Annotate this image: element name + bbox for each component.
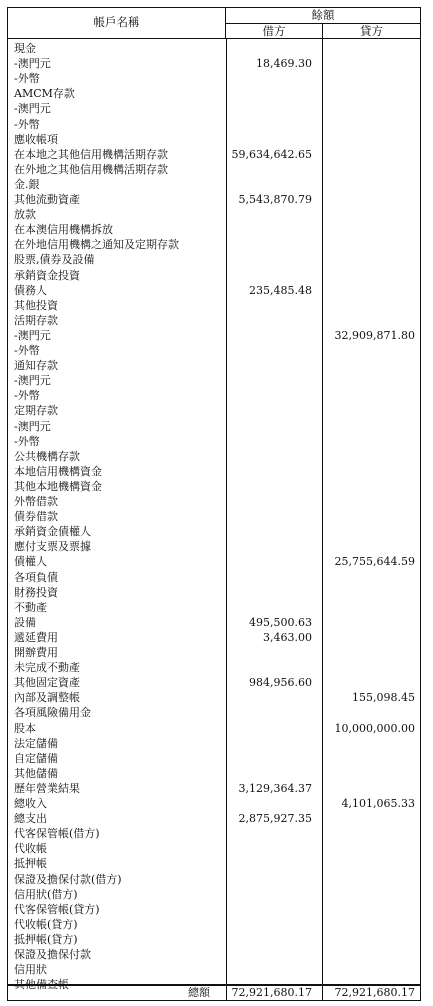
account-label: 財務投資 — [14, 585, 58, 599]
account-label: 公共機構存款 — [14, 449, 80, 463]
debit-value: 495,500.63 — [249, 615, 312, 629]
account-label: 其他備查帳 — [14, 978, 69, 992]
table-row — [8, 494, 420, 509]
table-row — [8, 705, 420, 720]
table-row — [8, 660, 420, 675]
table-row — [8, 872, 420, 887]
balance-header: 餘額 — [226, 8, 420, 24]
table-row — [8, 419, 420, 434]
account-label: 在本澳信用機構拆放 — [14, 223, 113, 237]
account-label: 股票,債券及設備 — [14, 253, 95, 267]
account-label: 保證及擔保付款(借方) — [14, 872, 122, 886]
table-row — [8, 736, 420, 751]
table-row — [8, 71, 420, 86]
table-row — [8, 328, 420, 343]
account-label: 代收帳 — [14, 842, 47, 856]
debit-value: 59,634,642.65 — [231, 147, 312, 161]
table-row — [8, 313, 420, 328]
account-label: 自定儲備 — [14, 751, 58, 765]
account-label: 定期存款 — [14, 404, 58, 418]
account-label: -澳門元 — [14, 374, 51, 388]
table-row — [8, 932, 420, 947]
account-label: -澳門元 — [14, 57, 51, 71]
credit-value: 4,101,065.33 — [341, 797, 415, 810]
account-label: -澳門元 — [14, 102, 51, 116]
table-row — [8, 524, 420, 539]
table-row — [8, 283, 420, 298]
table-header — [7, 7, 421, 39]
table-row — [8, 343, 420, 358]
table-row — [8, 41, 420, 56]
debit-value: 18,469.30 — [256, 57, 312, 71]
table-row — [8, 887, 420, 902]
account-label: 各項風險備用金 — [14, 706, 91, 720]
table-row — [8, 615, 420, 630]
account-label: 信用狀(借方) — [14, 887, 78, 901]
total-credit: 72,921,680.17 — [334, 986, 415, 999]
account-label: 承銷資金債權人 — [14, 525, 91, 539]
table-row — [8, 434, 420, 449]
debit-value: 3,129,364.37 — [238, 781, 312, 795]
account-label: 放款 — [14, 208, 36, 222]
account-label: 金.銀 — [14, 177, 40, 191]
table-row — [8, 449, 420, 464]
account-label: 未完成不動產 — [14, 661, 80, 675]
table-row — [8, 766, 420, 781]
account-label: 開辦費用 — [14, 646, 58, 659]
account-label: 其他儲備 — [14, 766, 58, 780]
credit-value: 155,098.45 — [352, 691, 415, 705]
account-label: 現金 — [14, 42, 36, 55]
account-label: 本地信用機構資金 — [14, 464, 102, 478]
table-row — [8, 479, 420, 494]
table-row — [8, 902, 420, 917]
table-row — [8, 917, 420, 932]
table-row — [8, 811, 420, 826]
account-label: 設備 — [14, 615, 36, 629]
account-label: 內部及調整帳 — [14, 691, 80, 705]
table-row — [8, 56, 420, 71]
account-label: -外幣 — [14, 434, 40, 448]
account-label: 總支出 — [14, 812, 47, 826]
account-label: -外幣 — [14, 72, 40, 86]
table-row — [8, 177, 420, 192]
table-row — [8, 132, 420, 147]
table-row — [8, 690, 420, 705]
column-divider — [226, 985, 227, 1000]
table-row — [8, 298, 420, 313]
table-row — [8, 781, 420, 796]
table-row — [8, 585, 420, 600]
account-label: 歷年營業結果 — [14, 781, 80, 795]
account-label: -外幣 — [14, 117, 40, 131]
table-row — [8, 147, 420, 162]
table-row — [8, 570, 420, 585]
table-row — [8, 86, 420, 101]
table-row — [8, 207, 420, 222]
credit-value: 10,000,000.00 — [334, 721, 415, 735]
account-label: 其他流動資產 — [14, 193, 80, 206]
debit-value: 984,956.60 — [249, 676, 312, 690]
table-row — [8, 841, 420, 856]
account-label: 其他投資 — [14, 298, 58, 312]
table-row — [8, 675, 420, 690]
account-label: 代收帳(貸方) — [14, 917, 78, 931]
table-row — [8, 403, 420, 418]
table-row — [8, 192, 420, 207]
table-row — [8, 554, 420, 569]
account-name-header — [8, 8, 226, 39]
column-divider — [322, 985, 323, 1000]
table-row — [8, 630, 420, 645]
account-label: 其他本地機構資金 — [14, 479, 102, 493]
credit-value: 25,755,644.59 — [334, 555, 415, 569]
table-row — [8, 222, 420, 237]
account-label: 保證及擔保付款 — [14, 948, 91, 961]
debit-value: 235,485.48 — [249, 283, 312, 297]
total-label: 總額 — [188, 986, 210, 999]
account-label: 各項負債 — [14, 570, 58, 584]
account-label: 應付支票及票據 — [14, 540, 91, 554]
table-row — [8, 856, 420, 871]
account-label: -外幣 — [14, 389, 40, 403]
credit-header: 貸方 — [360, 24, 383, 38]
table-row — [8, 796, 420, 811]
account-label: 在本地之其他信用機構活期存款 — [14, 147, 168, 161]
debit-value: 2,875,927.35 — [238, 812, 312, 826]
table-row — [8, 509, 420, 524]
account-label: 債權人 — [14, 555, 47, 569]
table-row — [8, 721, 420, 736]
trial-balance-sheet — [7, 7, 421, 999]
table-row — [8, 826, 420, 841]
credit-value: 32,909,871.80 — [334, 328, 415, 342]
account-label: 在外地之其他信用機構活期存款 — [14, 162, 168, 176]
table-row — [8, 237, 420, 252]
account-label: 其他固定資產 — [14, 676, 80, 690]
account-label: 信用狀 — [14, 963, 47, 977]
account-label: 活期存款 — [14, 313, 58, 327]
account-label: 承銷資金投資 — [14, 268, 80, 282]
table-row — [8, 464, 420, 479]
table-row — [8, 388, 420, 403]
account-label: 抵押帳(貸方) — [14, 932, 78, 946]
account-label: 通知存款 — [14, 359, 58, 373]
account-label: 不動產 — [14, 600, 47, 614]
account-label: -澳門元 — [14, 328, 51, 342]
table-row — [8, 539, 420, 554]
table-row — [8, 162, 420, 177]
debit-value: 5,543,870.79 — [238, 193, 312, 206]
table-row — [8, 252, 420, 267]
account-label: 股本 — [14, 721, 36, 735]
debit-value: 3,463.00 — [263, 630, 312, 644]
account-label: 債券借款 — [14, 510, 58, 524]
table-row — [8, 268, 420, 283]
account-label: 總收入 — [14, 797, 47, 810]
account-label: 遞延費用 — [14, 630, 58, 644]
account-label: 法定儲備 — [14, 736, 58, 750]
table-row — [8, 117, 420, 132]
debit-header: 借方 — [226, 24, 323, 39]
table-row — [8, 751, 420, 766]
account-label: 代客保管帳(貸方) — [14, 902, 100, 916]
table-row — [8, 645, 420, 660]
table-row — [8, 600, 420, 615]
account-label: -澳門元 — [14, 419, 51, 433]
account-label: 代客保管帳(借方) — [14, 827, 100, 841]
table-row — [8, 962, 420, 977]
table-row — [8, 373, 420, 388]
total-debit: 72,921,680.17 — [231, 986, 312, 999]
total-row — [7, 984, 421, 1001]
table-row — [8, 101, 420, 116]
account-label: -外幣 — [14, 344, 40, 357]
table-row — [8, 947, 420, 962]
table-row — [8, 358, 420, 373]
account-label: 在外地信用機構之通知及定期存款 — [14, 238, 179, 252]
table-body — [7, 38, 421, 992]
account-label: AMCM存款 — [14, 87, 75, 101]
account-label: 外幣借款 — [14, 495, 58, 508]
account-label: 應收帳項 — [14, 132, 58, 146]
account-label: 債務人 — [14, 283, 47, 297]
account-label: 抵押帳 — [14, 857, 47, 871]
account-name-header-text: 帳戶名稱 — [93, 15, 140, 29]
